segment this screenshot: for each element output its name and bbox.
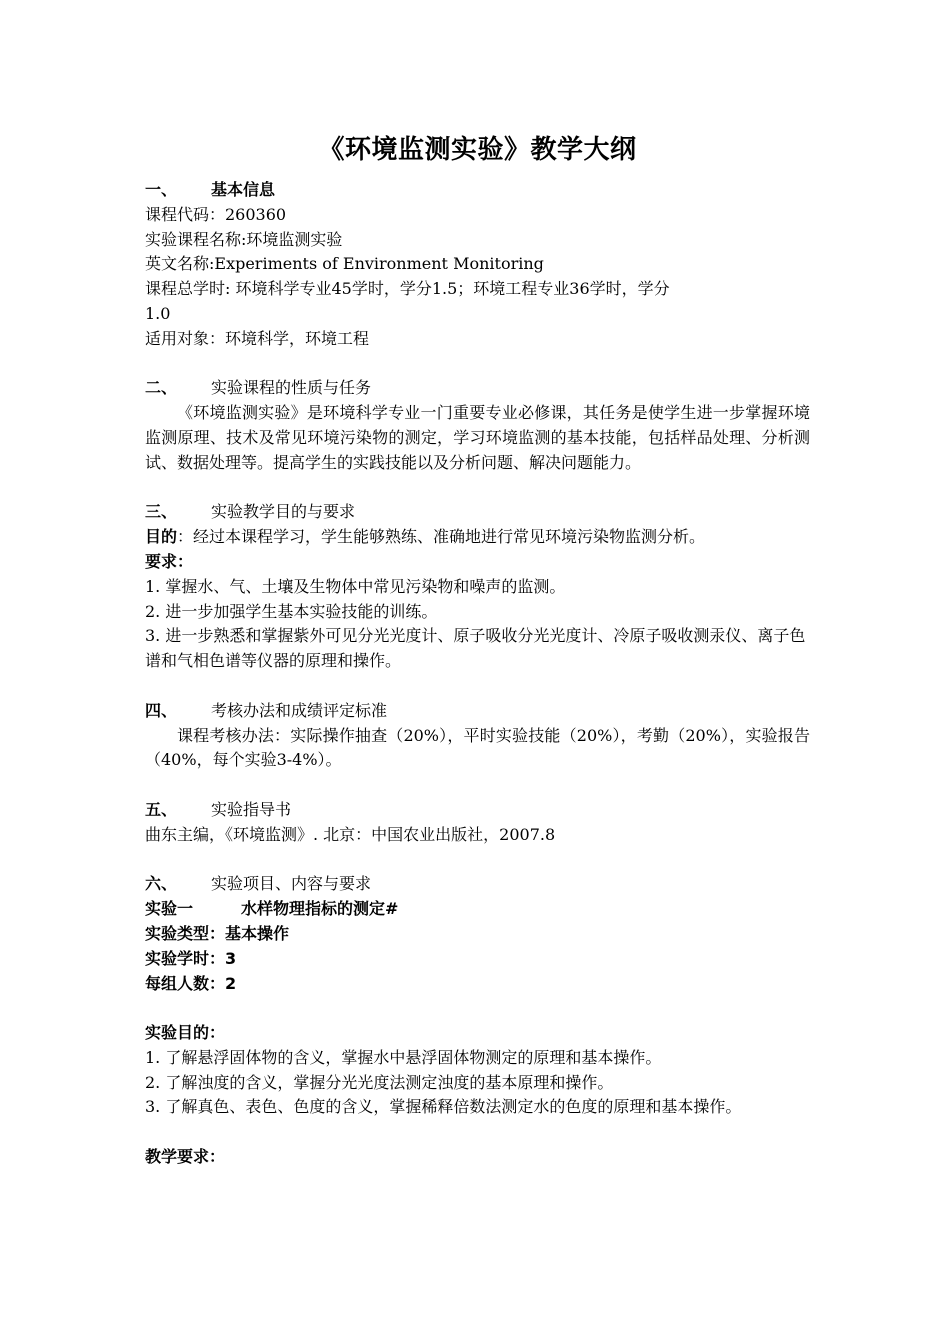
section-1-heading xyxy=(145,178,810,203)
purpose-text: ：经过本课程学习，学生能够熟练、准确地进行常见环境污染物监测分析。 xyxy=(177,527,706,547)
course-name: 实验课程名称:环境监测实验 xyxy=(145,229,343,249)
group-size: 每组人数：2 xyxy=(145,973,237,993)
requirement-item: 3. 进一步熟悉和掌握紫外可见分光光度计、原子吸收分光光度计、冷原子吸收测汞仪、离子色谱和气相色谱等仪器的原理和操作。 xyxy=(145,626,806,671)
experiment-label: 实验一 xyxy=(145,899,194,919)
section-4-title: 考核办法和成绩评定标准 xyxy=(211,700,388,720)
section-3-title: 实验教学目的与要求 xyxy=(211,502,356,522)
section-2-title: 实验课程的性质与任务 xyxy=(211,378,372,398)
section-5-heading xyxy=(145,798,810,823)
section-4-heading xyxy=(145,699,810,724)
requirements-label: 要求： xyxy=(145,551,194,571)
assessment-paragraph: 课程考核办法：实际操作抽查（20%），平时实验技能（20%），考勤（20%），实验报告（40%，每个实验3-4%）。 xyxy=(145,725,810,770)
course-hours: 课程总学时: 环境科学专业45学时，学分1.5；环境工程专业36学时，学分 xyxy=(145,279,670,299)
experiment-title: 水样物理指标的测定# xyxy=(241,899,399,919)
requirement-item: 1. 掌握水、气、土壤及生物体中常见污染物和噪声的监测。 xyxy=(145,576,566,596)
purpose-label: 目的 xyxy=(145,527,178,547)
teaching-requirements-label: 教学要求： xyxy=(145,1147,226,1167)
section-1-number: 一、 xyxy=(145,180,178,199)
requirement-item: 2. 进一步加强学生基本实验技能的训练。 xyxy=(145,601,438,621)
document-title: 《环境监测实验》教学大纲 xyxy=(318,135,637,165)
section-3-heading xyxy=(145,500,810,525)
section-2-heading xyxy=(145,376,810,401)
section-1-title: 基本信息 xyxy=(211,180,276,199)
english-name: 英文名称:Experiments of Environment Monitoring xyxy=(145,254,544,274)
section-3-number: 三、 xyxy=(145,502,178,522)
section-6-number: 六、 xyxy=(145,874,178,894)
section-2-number: 二、 xyxy=(145,378,178,398)
course-nature-paragraph: 《环境监测实验》是环境科学专业一门重要专业必修课，其任务是使学生进一步掌握环境监测原理、技术及常见环境污染物的测定，学习环境监测的基本技能，包括样品处理、分析测试、数据处理等。提高学生的实践技能以及分析问题、解决问题能力。 xyxy=(145,403,810,472)
section-5-title: 实验指导书 xyxy=(211,799,292,819)
target-audience: 适用对象：环境科学，环境工程 xyxy=(145,328,370,348)
purpose-line xyxy=(145,525,810,550)
course-code: 课程代码：260360 xyxy=(145,204,287,224)
experiment-type: 实验类型：基本操作 xyxy=(145,923,290,943)
section-6-title: 实验项目、内容与要求 xyxy=(211,874,372,894)
aim-item: 2. 了解浊度的含义，掌握分光光度法测定浊度的基本原理和操作。 xyxy=(145,1072,614,1092)
document-page xyxy=(145,130,810,1170)
section-5-number: 五、 xyxy=(145,799,178,819)
lab-manual-reference: 曲东主编，《环境监测》. 北京：中国农业出版社，2007.8 xyxy=(145,824,556,844)
course-credit-continued: 1.0 xyxy=(145,303,171,323)
experiment-hours: 实验学时：3 xyxy=(145,948,237,968)
section-6-heading xyxy=(145,872,810,897)
aim-item: 3. 了解真色、表色、色度的含义，掌握稀释倍数法测定水的色度的原理和基本操作。 xyxy=(145,1097,742,1117)
experiment-aims-label: 实验目的： xyxy=(145,1023,226,1043)
aim-item: 1. 了解悬浮固体物的含义，掌握水中悬浮固体物测定的原理和基本操作。 xyxy=(145,1047,662,1067)
experiment-title-line xyxy=(145,897,810,922)
section-4-number: 四、 xyxy=(145,700,178,720)
